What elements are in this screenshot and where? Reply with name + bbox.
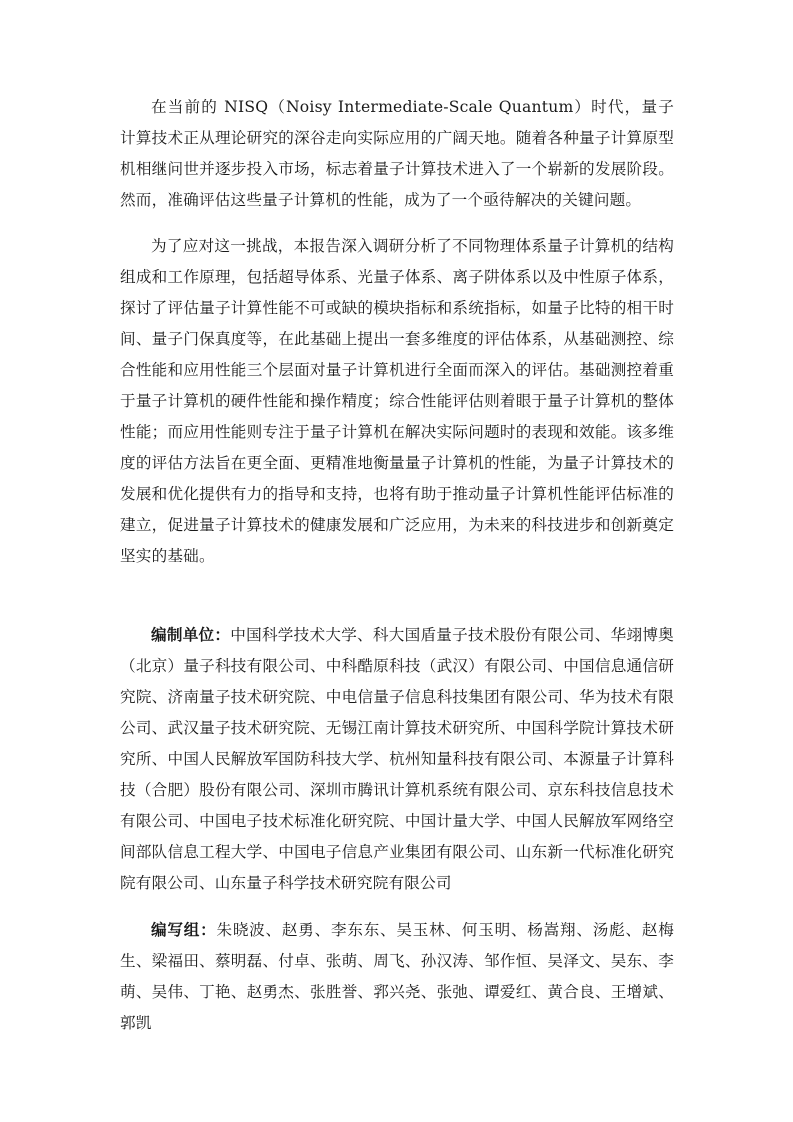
approach-paragraph: 为了应对这一挑战，本报告深入调研分析了不同物理体系量子计算机的结构组成和工作原理，包括超导体系、光量子体系、离子阱体系以及中性原子体系，探讨了评估量子计算性能不可或缺的模块指标和系统指标，如量子比特的相干时间、量子门保真度等，在此基础上提出一套多维度的评估体系，从基础测控、综合性能和应用性能三个层面对量子计算机进行全面而深入的评估。基础测控着重于量子计算机的硬件性能和操作精度；综合性能评估则着眼于量子计算机的整体性能；而应用性能则专注于量子计算机在解决实际问题时的表现和效能。该多维度的评估方法旨在更全面、更精准地衡量量子计算机的性能，为量子计算技术的发展和优化提供有力的指导和支持，也将有助于推动量子计算机性能评估标准的建立，促进量子计算技术的健康发展和广泛应用，为未来的科技进步和创新奠定坚实的基础。: [120, 237, 674, 565]
page-body: [120, 92, 674, 1039]
compilers-label: 编制单位：: [151, 625, 231, 644]
intro-paragraph: 在当前的 NISQ（Noisy Intermediate-Scale Quantum）时代，量子计算技术正从理论研究的深谷走向实际应用的广阔天地。随着各种量子计算原型机相继问世并逐步投入市场，标志着量子计算技术进入了一个崭新的发展阶段。然而，准确评估这些量子计算机的性能，成为了一个亟待解决的关键问题。: [120, 98, 674, 209]
writers-paragraph: [120, 914, 674, 1039]
compilers-paragraph: [120, 619, 674, 899]
writers-label: 编写组：: [151, 920, 217, 939]
writers-list: 朱晓波、赵勇、李东东、吴玉林、何玉明、杨嵩翔、汤彪、赵梅生、梁福田、蔡明磊、付卓、张萌、周飞、孙汉涛、邹作恒、吴泽文、吴东、李萌、吴伟、丁艳、赵勇杰、张胜誉、郛兴尧、张弛、谭爱红、黄合良、王增斌、郭凯: [120, 921, 674, 1032]
compilers-list: 中国科学技术大学、科大国盾量子技术股份有限公司、华翊博奥（北京）量子科技有限公司、中科酷原科技（武汉）有限公司、中国信息通信研究院、济南量子技术研究院、中电信量子信息科技集团有限公司、华为技术有限公司、武汉量子技术研究院、无锡江南计算技术研究所、中国科学院计算技术研究所、中国人民解放军国防科技大学、杭州知量科技有限公司、本源量子计算科技（合肥）股份有限公司、深圳市腾讯计算机系统有限公司、京东科技信息技术有限公司、中国电子技术标准化研究院、中国计量大学、中国人民解放军网络空间部队信息工程大学、中国电子信息产业集团有限公司、山东新一代标准化研究院有限公司、山东量子科学技术研究院有限公司: [120, 626, 674, 892]
